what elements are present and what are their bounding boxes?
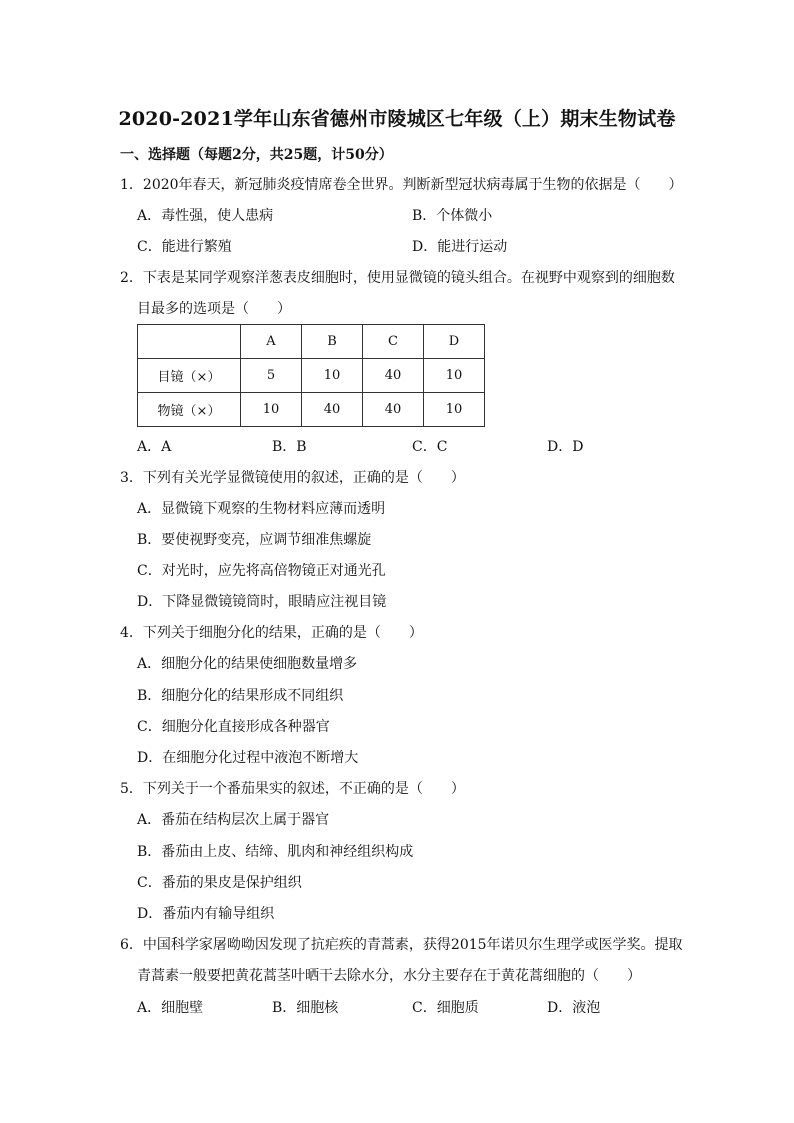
question-4-option-d[interactable]: D．在细胞分化过程中液泡不断增大 (137, 750, 359, 766)
question-6-option-a[interactable]: A．细胞壁 (137, 1000, 204, 1016)
question-3-option-d[interactable]: D．下降显微镜镜筒时，眼睛应注视目镜 (137, 594, 387, 610)
question-6-stem-line-1: 6．中国科学家屠呦呦因发现了抗疟疾的青蒿素，获得2015年诺贝尔生理学或医学奖。提取 (120, 937, 683, 953)
question-1-stem: 1．2020年春天，新冠肺炎疫情席卷全世界。判断新型冠状病毒属于生物的依据是（ ） (120, 177, 683, 193)
question-4-option-a[interactable]: A．细胞分化的结果使细胞数量增多 (137, 656, 358, 672)
page-title: 2020-2021学年山东省德州市陵城区七年级（上）期末生物试卷 (118, 108, 676, 130)
table-header-row (138, 325, 485, 359)
question-2-option-a[interactable]: A．A (137, 439, 172, 455)
question-1-option-a[interactable]: A．毒性强，使人患病 (137, 208, 274, 224)
table-cell: 40 (302, 393, 363, 427)
question-6-option-d[interactable]: D．液泡 (547, 1000, 601, 1016)
section-heading: 一、选择题（每题2分，共25题，计50分） (120, 147, 393, 163)
table-row-label: 目镜（×） (138, 359, 241, 393)
question-4-stem: 4．下列关于细胞分化的结果，正确的是（ ） (120, 625, 423, 641)
question-3-option-a[interactable]: A．显微镜下观察的生物材料应薄而透明 (137, 501, 386, 517)
question-3-option-c[interactable]: C．对光时，应先将高倍物镜正对通光孔 (137, 563, 386, 579)
lens-combination-table (137, 324, 485, 427)
table-header-cell: D (424, 325, 485, 359)
question-2-option-b[interactable]: B．B (272, 439, 307, 455)
table-cell: 10 (424, 359, 485, 393)
question-4-option-b[interactable]: B．细胞分化的结果形成不同组织 (137, 688, 344, 704)
question-4-option-c[interactable]: C．细胞分化直接形成各种器官 (137, 719, 330, 735)
question-6-option-c[interactable]: C．细胞质 (412, 1000, 479, 1016)
question-5-option-c[interactable]: C．番茄的果皮是保护组织 (137, 875, 302, 891)
table-row (138, 359, 485, 393)
table-header-cell: C (363, 325, 424, 359)
question-2-stem-line-1: 2．下表是某同学观察洋葱表皮细胞时，使用显微镜的镜头组合。在视野中观察到的细胞数 (120, 270, 675, 286)
question-1-option-b[interactable]: B．个体微小 (412, 208, 493, 224)
table-header-cell: B (302, 325, 363, 359)
table-row-label: 物镜（×） (138, 393, 241, 427)
question-3-stem: 3．下列有关光学显微镜使用的叙述，正确的是（ ） (120, 470, 465, 486)
table-cell: 10 (424, 393, 485, 427)
table-cell: 40 (363, 393, 424, 427)
table-cell: 5 (241, 359, 302, 393)
table-cell: 10 (241, 393, 302, 427)
table-header-cell (138, 325, 241, 359)
table-row (138, 393, 485, 427)
table-cell: 40 (363, 359, 424, 393)
question-2-stem-line-2: 目最多的选项是（ ） (137, 301, 291, 317)
table-header-cell: A (241, 325, 302, 359)
question-1-option-c[interactable]: C．能进行繁殖 (137, 239, 232, 255)
question-6-stem-line-2: 青蒿素一般要把黄花蒿茎叶晒干去除水分，水分主要存在于黄花蒿细胞的（ ） (137, 968, 641, 984)
question-5-option-a[interactable]: A．番茄在结构层次上属于器官 (137, 812, 330, 828)
question-1-option-d[interactable]: D．能进行运动 (412, 239, 508, 255)
table-cell: 10 (302, 359, 363, 393)
question-2-option-c[interactable]: C．C (412, 439, 448, 455)
question-5-option-d[interactable]: D．番茄内有输导组织 (137, 906, 275, 922)
question-3-option-b[interactable]: B．要使视野变亮，应调节细准焦螺旋 (137, 532, 372, 548)
question-2-option-d[interactable]: D．D (547, 439, 584, 455)
question-5-stem: 5．下列关于一个番茄果实的叙述，不正确的是（ ） (120, 781, 465, 797)
question-6-option-b[interactable]: B．细胞核 (272, 1000, 339, 1016)
question-5-option-b[interactable]: B．番茄由上皮、结缔、肌肉和神经组织构成 (137, 844, 414, 860)
